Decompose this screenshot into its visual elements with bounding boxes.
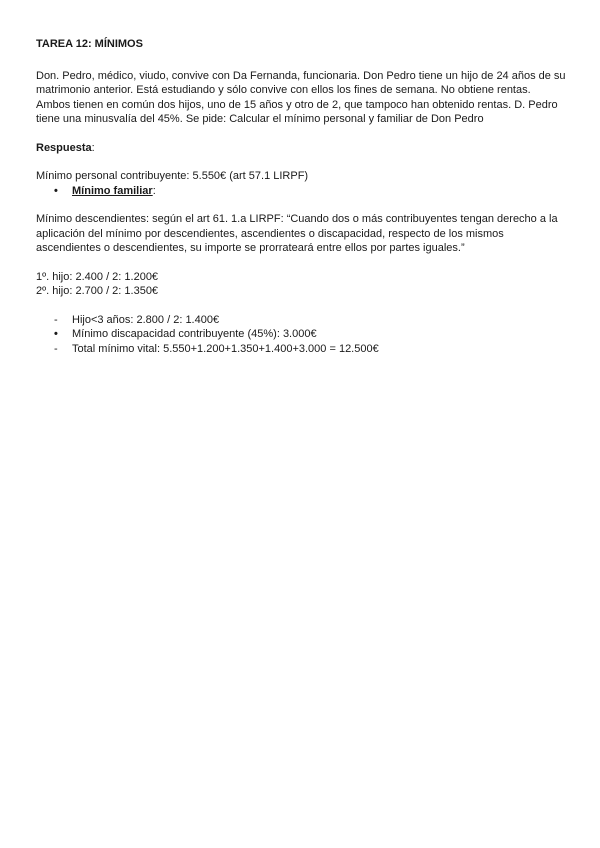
problem-statement: Don. Pedro, médico, viudo, convive con Da Fernanda, funcionaria. Don Pedro tiene un hijo de 24 años de su matrimonio anterior. Está estudiando y sólo convive con ellos los fines de semana. No obtiene rentas. Ambos tienen en común dos hijos, uno de 15 años y otro de 2, que tampoco han obtenido rentas. D. Pedro tiene una minusvalía del 45%. Se pide: Calcular el mínimo personal y familiar de Don Pedro — [36, 69, 566, 125]
children-block — [36, 270, 566, 299]
document-title: TAREA 12: MÍNIMOS — [36, 38, 143, 50]
summary-list — [36, 313, 566, 357]
list-item-text: Hijo<3 años: 2.800 / 2: 1.400€ — [72, 313, 220, 326]
answer-heading — [36, 141, 566, 156]
list-item — [36, 342, 566, 357]
document-page — [36, 37, 566, 356]
bullet-icon: • — [54, 328, 58, 340]
list-item-text: Total mínimo vital: 5.550+1.200+1.350+1.400+3.000 = 12.500€ — [72, 342, 379, 355]
family-minimum-item — [36, 184, 566, 199]
child-line-1: 1º. hijo: 2.400 / 2: 1.200€ — [36, 270, 159, 283]
family-minimum-colon: : — [152, 184, 156, 197]
family-minimum-label: Mínimo familiar — [72, 184, 153, 197]
list-item — [36, 313, 566, 328]
answer-colon: : — [91, 141, 95, 154]
bullet-icon: • — [54, 184, 58, 197]
personal-minimum-line: Mínimo personal contribuyente: 5.550€ (art 57.1 LIRPF) — [36, 170, 309, 182]
descendants-paragraph: Mínimo descendientes: según el art 61. 1.a LIRPF: “Cuando dos o más contribuyentes tengan derecho a la aplicación del mínimo por descendientes, ascendientes o discapacidad, respecto de los mismos ascendientes o descendientes, su importe se prorrateará entre ellos por partes iguales.” — [36, 213, 558, 254]
answer-label: Respuesta — [36, 141, 92, 154]
list-item — [36, 327, 566, 342]
dash-icon: - — [54, 342, 58, 355]
list-item-text: Mínimo discapacidad contribuyente (45%): 3.000€ — [72, 328, 317, 340]
dash-icon: - — [54, 313, 58, 326]
child-line-2: 2º. hijo: 2.700 / 2: 1.350€ — [36, 285, 159, 297]
family-minimum-list — [36, 184, 566, 199]
